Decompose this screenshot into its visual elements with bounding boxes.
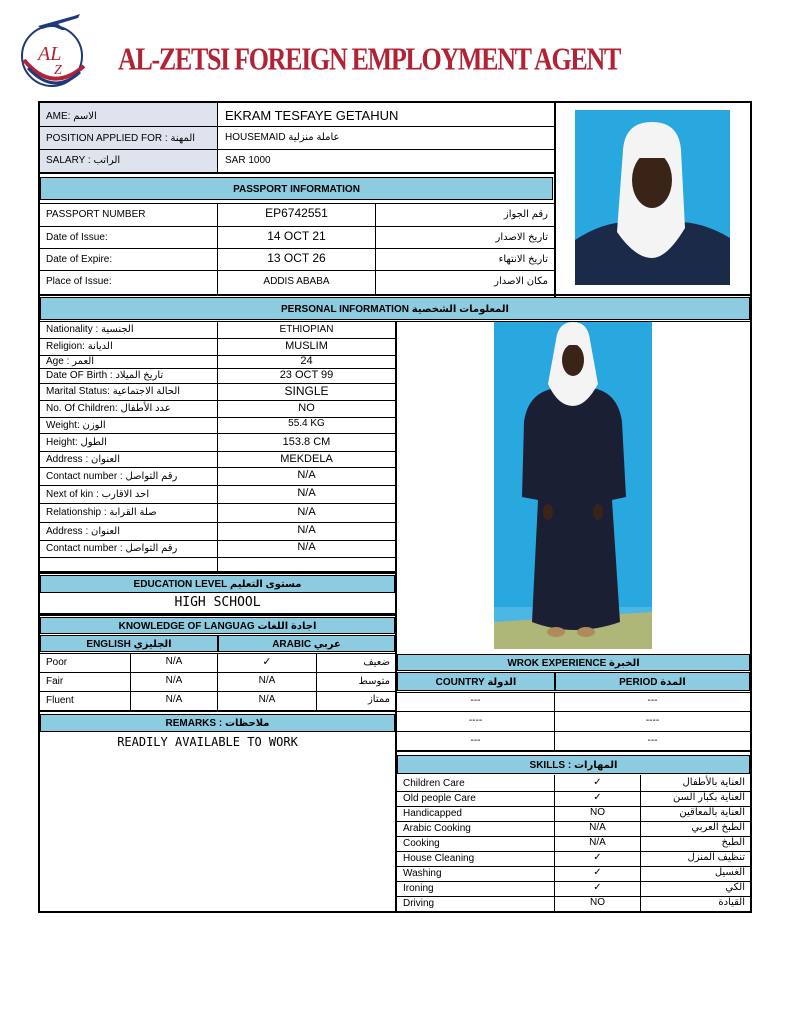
personal-section-title: PERSONAL INFORMATION المعلومات الشخصية [281,304,509,315]
remarks-title: REMARKS : ملاحظات [165,718,270,729]
relationship-value: N/A [297,506,316,518]
height-label: Height: الطول [46,437,107,448]
issue-date-value: 14 OCT 21 [267,229,326,243]
issue-place-value: ADDIS ABABA [263,276,330,287]
religion-label: Religion: الديانة [46,341,113,352]
religion-value: MUSLIM [285,340,328,352]
full-body-photo [494,322,652,649]
skill-arabic-cooking-value: N/A [589,822,606,833]
passport-number-label: PASSPORT NUMBER [46,209,146,220]
skill-old-people-care-value: ✓ [593,792,602,803]
skill-cooking: Cooking [403,838,440,849]
expiry-date-value: 13 OCT 26 [267,251,326,265]
skills-title: SKILLS : المهارات [529,760,618,771]
lang-level-poor: Poor [46,657,68,668]
skill-cooking-ar: الطبخ [721,837,745,848]
passport-number-value: EP6742551 [265,206,328,220]
english-column-header [40,635,218,652]
experience-country-2: ---- [468,715,483,726]
issue-date-arabic: تاريخ الاصدار [495,232,548,243]
personal-section-header [40,297,750,320]
age-label: Age : العمر [46,356,95,367]
dob-value: 23 OCT 99 [279,369,334,381]
experience-title: WROK EXPERIENCE الخبرة [507,658,640,669]
english-header-text: ENGLISH الجليزي [86,639,172,650]
portrait-photo [575,110,730,285]
arabic-level-poor: ضعيف [363,657,390,668]
salary-label: SALARY : الراتب [46,155,121,166]
position-label: POSITION APPLIED FOR : المهنة [46,133,196,144]
skill-arabic-cooking: Arabic Cooking [403,823,471,834]
contact-number-value: N/A [297,469,316,481]
education-title: EDUCATION LEVEL مستوى التعليم [133,579,302,590]
next-of-kin-value: N/A [297,487,316,499]
skill-handicapped: Handicapped [403,808,462,819]
next-of-kin-label: Next of kin : احد الاقارب [46,489,150,500]
arabic-header-text: ARABIC عربي [272,639,341,650]
svg-text:Z: Z [54,63,62,78]
languages-title: KNOWLEDGE OF LANGUAG اجادة اللغات [118,621,317,632]
skill-driving-value: NO [590,897,605,908]
name-value: EKRAM TESFAYE GETAHUN [225,108,399,123]
children-label: No. Of Children: عدد الأطفال [46,403,171,414]
skill-washing-ar: الغسيل [714,867,745,878]
lang-level-fluent: Fluent [46,695,74,706]
skill-handicapped-value: NO [590,807,605,818]
skill-old-people-care: Old people Care [403,793,476,804]
kin-contact-label: Contact number : رقم التواصل [46,543,178,554]
skill-house-cleaning: House Cleaning [403,853,475,864]
passport-number-arabic: رقم الجواز [503,209,548,220]
arabic-poor-value: ✓ [262,656,272,668]
issue-place-arabic: مكان الاصدار [494,276,548,287]
skill-washing: Washing [403,868,442,879]
skill-driving-ar: القيادة [718,897,745,908]
company-name: AL-ZETSI FOREIGN EMPLOYMENT AGENT [118,42,620,77]
skill-house-cleaning-value: ✓ [593,852,602,863]
arabic-fluent-value: N/A [258,694,276,705]
position-value: HOUSEMAID عاملة منزلية [225,132,340,143]
experience-section-header [397,654,750,671]
skill-driving: Driving [403,898,435,909]
lang-level-fair: Fair [46,676,64,687]
country-header-text: COUNTRY الدولة [435,677,517,688]
weight-label: Weight: الوزن [46,420,106,431]
experience-period-1: --- [647,695,658,706]
nationality-label: Nationality : الجنسية [46,324,134,335]
languages-section-header [40,617,395,634]
marital-status-label: Marital Status: الحالة الاجتماعية [46,386,181,397]
arabic-column-header [218,635,395,652]
arabic-level-fluent: ممتاز [367,694,390,705]
kin-address-label: Address : العنوان [46,526,120,537]
experience-country-1: --- [470,695,481,706]
skill-ironing: Ironing [403,883,434,894]
weight-value: 55.4 KG [288,418,325,429]
english-fair-value: N/A [165,675,183,686]
salary-value: SAR 1000 [225,155,271,166]
expiry-date-label: Date of Expire: [46,254,113,265]
education-value: HIGH SCHOOL [174,595,261,610]
remarks-value: READILY AVAILABLE TO WORK [117,735,298,749]
skill-handicapped-ar: العناية بالمعاقين [679,807,745,818]
experience-period-2: ---- [645,715,660,726]
period-header-text: PERIOD المدة [619,677,686,688]
skill-children-care-ar: العناية بالأطفال [682,777,745,788]
address-label: Address : العنوان [46,454,120,465]
skill-house-cleaning-ar: تنظيف المنزل [687,852,745,863]
nationality-value: ETHIOPIAN [279,324,334,335]
age-value: 24 [300,355,313,367]
skill-old-people-care-ar: العناية بكبار السن [673,792,745,803]
address-value: MEKDELA [280,453,333,465]
skill-children-care-value: ✓ [593,777,602,788]
remarks-section-header [40,714,395,732]
company-logo [14,8,104,88]
svg-text:AL: AL [38,43,62,65]
name-label: AME: الاسم [46,111,97,122]
english-poor-value: N/A [165,656,183,667]
education-section-header [40,575,395,593]
passport-section-header [40,177,553,200]
experience-country-3: --- [470,735,481,746]
arabic-fair-value: N/A [258,675,276,686]
kin-address-value: N/A [297,524,316,536]
skill-children-care: Children Care [403,778,465,789]
dob-label: Date OF Birth : تاريخ الميلاد [46,370,164,381]
issue-date-label: Date of Issue: [46,232,108,243]
skill-ironing-ar: الكي [725,882,745,893]
country-column-header [397,672,555,691]
kin-contact-value: N/A [297,541,316,553]
height-value: 153.8 CM [282,436,331,448]
contact-number-label: Contact number : رقم التواصل [46,471,178,482]
skill-ironing-value: ✓ [593,882,602,893]
skill-washing-value: ✓ [593,867,602,878]
english-fluent-value: N/A [165,694,183,705]
period-column-header [555,672,750,691]
skill-arabic-cooking-ar: الطبخ العربي [691,822,745,833]
skill-cooking-value: N/A [589,837,606,848]
relationship-label: Relationship : صلة القرابة [46,507,157,518]
experience-period-3: --- [647,735,658,746]
arabic-level-fair: متوسط [358,676,390,687]
issue-place-label: Place of Issue: [46,276,112,287]
expiry-date-arabic: تاريخ الانتهاء [498,254,548,265]
passport-section-title: PASSPORT INFORMATION [233,184,360,195]
children-value: NO [298,402,315,414]
marital-status-value: SINGLE [284,384,329,398]
skills-section-header [397,755,750,774]
